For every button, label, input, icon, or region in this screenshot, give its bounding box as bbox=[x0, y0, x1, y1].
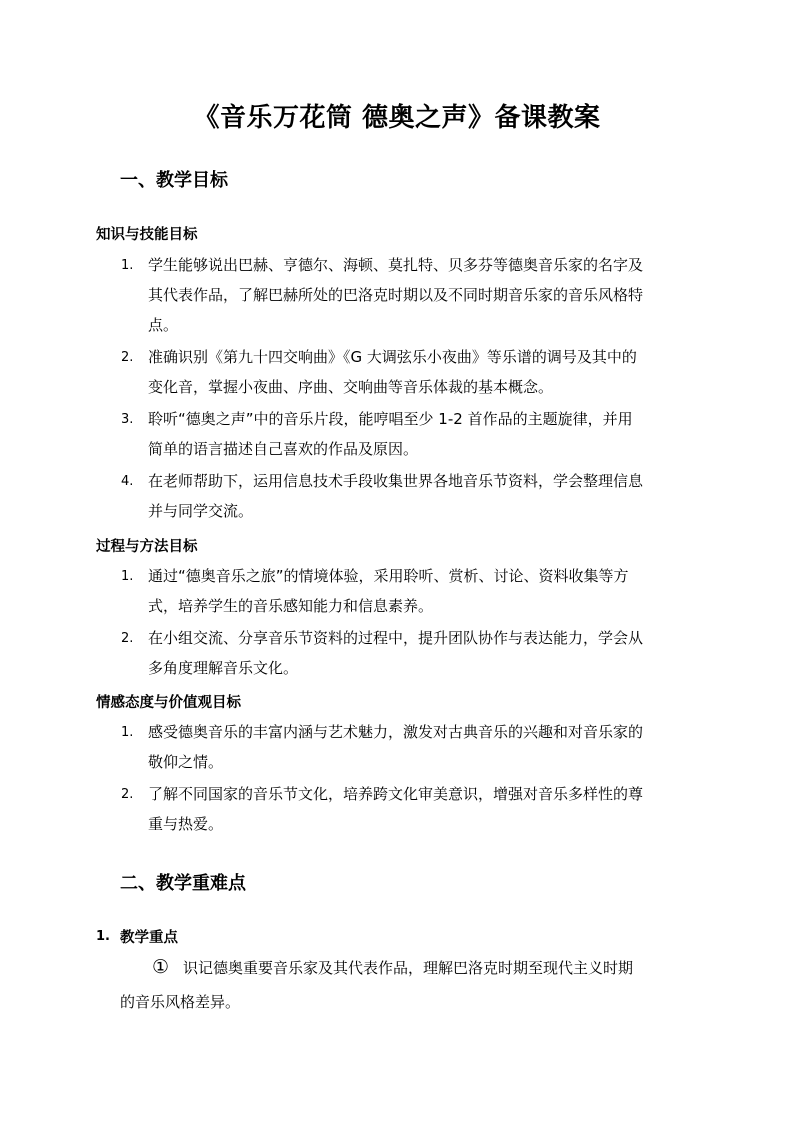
list-item-line: 准确识别《第九十四交响曲》《G 大调弦乐小夜曲》等乐谱的调号及其中的 bbox=[148, 348, 637, 366]
list-item-line: 在老师帮助下，运用信息技术手段收集世界各地音乐节资料，学会整理信息 bbox=[148, 472, 644, 490]
list-item-line: 学生能够说出巴赫、亨德尔、海顿、莫扎特、贝多芬等德奥音乐家的名字及 bbox=[148, 256, 644, 274]
section-heading-key-difficulties: 二、教学重难点 bbox=[120, 873, 246, 894]
list-number: 2. bbox=[121, 631, 134, 646]
list-number: 1. bbox=[121, 258, 134, 273]
list-item-line: 聆听“德奥之声”中的音乐片段，能哼唱至少 1-2 首作品的主题旋律，并用 bbox=[148, 410, 633, 428]
list-item-line: 式，培养学生的音乐感知能力和信息素养。 bbox=[148, 597, 434, 615]
list-item-line: 重与热爱。 bbox=[148, 815, 224, 833]
list-item bbox=[148, 623, 688, 683]
key-point-line: 的音乐风格差异。 bbox=[120, 993, 241, 1011]
list-number: 4. bbox=[121, 474, 134, 489]
subheading-attitude-values: 情感态度与价值观目标 bbox=[96, 695, 241, 711]
key-point-text: 识记德奥重要音乐家及其代表作品，理解巴洛克时期至现代主义时期 bbox=[183, 959, 634, 977]
list-item bbox=[148, 561, 688, 621]
list-item bbox=[148, 466, 688, 526]
list-item bbox=[148, 250, 688, 340]
list-item-line: 变化音，掌握小夜曲、序曲、交响曲等音乐体裁的基本概念。 bbox=[148, 378, 554, 396]
list-number: 2. bbox=[121, 350, 134, 365]
list-item-line: 通过“德奥音乐之旅”的情境体验，采用聆听、赏析、讨论、资料收集等方 bbox=[148, 567, 629, 585]
list-number: 3. bbox=[121, 412, 134, 427]
section-heading-teaching-goals: 一、教学目标 bbox=[120, 170, 228, 191]
list-item-line: 其代表作品，了解巴赫所处的巴洛克时期以及不同时期音乐家的音乐风格特 bbox=[148, 286, 644, 304]
list-item-line: 多角度理解音乐文化。 bbox=[148, 659, 299, 677]
key-point-line bbox=[120, 950, 680, 985]
list-item-line: 了解不同国家的音乐节文化，培养跨文化审美意识，增强对音乐多样性的尊 bbox=[148, 785, 644, 803]
list-number: 1. bbox=[121, 569, 134, 584]
list-item-line: 敬仰之情。 bbox=[148, 753, 224, 771]
list-item bbox=[148, 342, 688, 402]
circled-number-marker: ① bbox=[152, 956, 170, 978]
document-title: 《音乐万花筒 德奥之声》备课教案 bbox=[193, 103, 601, 133]
key-point-number: 1. bbox=[96, 929, 110, 944]
list-item bbox=[148, 717, 688, 777]
list-number: 2. bbox=[121, 787, 134, 802]
list-item bbox=[148, 404, 688, 464]
key-point-label: 教学重点 bbox=[120, 930, 178, 946]
subheading-knowledge-skills: 知识与技能目标 bbox=[96, 227, 198, 243]
key-point-paragraph bbox=[120, 950, 680, 1019]
list-item-line: 感受德奥音乐的丰富内涵与艺术魅力，激发对古典音乐的兴趣和对音乐家的 bbox=[148, 723, 644, 741]
list-item bbox=[148, 779, 688, 839]
list-item-line: 在小组交流、分享音乐节资料的过程中，提升团队协作与表达能力，学会从 bbox=[148, 629, 644, 647]
list-item-line: 点。 bbox=[148, 316, 179, 334]
list-item-line: 简单的语言描述自己喜欢的作品及原因。 bbox=[148, 440, 419, 458]
list-item-line: 并与同学交流。 bbox=[148, 502, 254, 520]
list-number: 1. bbox=[121, 725, 134, 740]
subheading-process-methods: 过程与方法目标 bbox=[96, 539, 198, 555]
